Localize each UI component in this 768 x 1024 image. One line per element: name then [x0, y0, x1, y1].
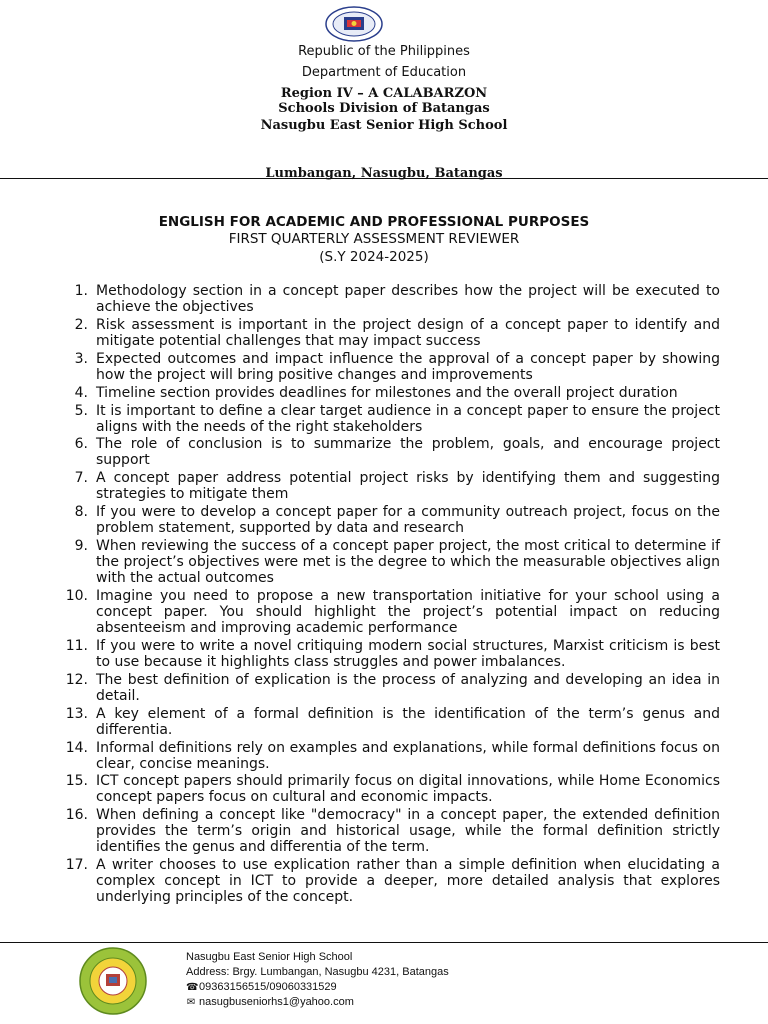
list-item-number: 8. [74, 504, 88, 521]
list-item-text: When reviewing the success of a concept paper project, the most critical to determine if the project’s objectives were met is the degree to which the measurable objectives align with the actual outcomes [96, 538, 720, 587]
list-item [62, 436, 720, 468]
list-item-text: Informal definitions rely on examples and explanations, while formal definitions focus on clear, concise meanings. [96, 739, 720, 772]
list-item [62, 773, 720, 805]
list-item-text: Expected outcomes and impact influence the approval of a concept paper by showing how the project will bring positive changes and improvements [96, 350, 720, 383]
list-item [62, 807, 720, 855]
email-icon: ✉ [186, 997, 196, 1008]
list-item-text: A writer chooses to use explication rather than a simple definition when elucidating a complex concept in ICT to provide a deeper, more detailed analysis that explores underlying principles of the concept. [96, 857, 720, 906]
list-item-number: 14. [65, 739, 88, 756]
list-item-text: If you were to write a novel critiquing modern social structures, Marxist criticism is best to use because it highlights class struggles and power imbalances. [96, 637, 720, 670]
list-item-number: 1. [74, 283, 88, 299]
list-item [62, 283, 720, 315]
list-item [62, 504, 720, 536]
footer-phone-row [186, 980, 449, 995]
list-item-number: 15. [65, 773, 88, 790]
list-item-text: Timeline section provides deadlines for milestones and the overall project duration [96, 384, 678, 401]
list-item-number: 12. [65, 671, 88, 688]
list-item-number: 7. [74, 470, 88, 487]
list-item-number: 4. [74, 384, 88, 401]
list-item-number: 6. [74, 436, 88, 453]
subject-title: ENGLISH FOR ACADEMIC AND PROFESSIONAL PURPOSES [158, 214, 590, 230]
list-item-number: 10. [65, 588, 88, 605]
list-item-text: The best definition of explication is the process of analyzing and developing an idea in detail. [96, 671, 720, 704]
header-divider [0, 178, 768, 179]
footer-contact [186, 950, 449, 1010]
list-item [62, 857, 720, 905]
reviewer-list [62, 283, 720, 907]
division-line: Schools Division of Batangas [278, 101, 490, 116]
phone-icon: ☎ [186, 982, 199, 993]
list-item [62, 672, 720, 704]
footer-email: nasugbuseniorhs1@yahoo.com [199, 996, 354, 1008]
school-logo-icon [76, 947, 150, 1015]
list-item [62, 740, 720, 772]
footer-divider [0, 942, 768, 943]
location-line: Lumbangan, Nasugbu, Batangas [265, 166, 503, 181]
list-item [62, 351, 720, 383]
list-item-text: The role of conclusion is to summarize the problem, goals, and encourage project support [96, 436, 720, 469]
list-item [62, 470, 720, 502]
list-item-text: Methodology section in a concept paper describes how the project will be executed to achieve the objectives [96, 283, 720, 315]
list-item-text: Imagine you need to propose a new transportation initiative for your school using a concept paper. You should highlight the project’s potential impact on reducing absenteeism and improving academic performance [96, 588, 720, 637]
list-item-number: 13. [65, 705, 88, 722]
footer-school: Nasugbu East Senior High School [186, 951, 353, 963]
footer-phone: 09363156515/09060331529 [199, 981, 337, 993]
assessment-title: FIRST QUARTERLY ASSESSMENT REVIEWER [228, 231, 520, 247]
list-item-text: ICT concept papers should primarily focus on digital innovations, while Home Economics concept papers focus on cultural and economic impacts. [96, 773, 720, 806]
list-item [62, 385, 720, 401]
list-item [62, 706, 720, 738]
region-line: Region IV – A CALABARZON [280, 86, 488, 101]
school-line: Nasugbu East Senior High School [260, 118, 508, 133]
list-item-text: Risk assessment is important in the project design of a concept paper to identify and mitigate potential challenges that may impact success [96, 316, 720, 349]
list-item-text: When defining a concept like "democracy" in a concept paper, the extended definition provides the term’s origin and historical usage, while the formal definition strictly identifies the genus and differentia of the term. [96, 807, 720, 856]
list-item [62, 317, 720, 349]
list-item-number: 3. [74, 350, 88, 367]
deped-seal-icon [325, 6, 383, 42]
list-item-number: 17. [65, 857, 88, 874]
republic-line: Republic of the Philippines [298, 44, 470, 59]
department-line: Department of Education [301, 65, 467, 80]
list-item-number: 9. [74, 538, 88, 555]
list-item-number: 2. [74, 316, 88, 333]
list-item [62, 403, 720, 435]
list-item-text: If you were to develop a concept paper for a community outreach project, focus on the problem statement, supported by data and research [96, 504, 720, 537]
list-item-number: 5. [74, 402, 88, 419]
list-item-text: It is important to define a clear target audience in a concept paper to ensure the project aligns with the needs of the right stakeholders [96, 402, 720, 435]
list-item-text: A concept paper address potential project risks by identifying them and suggesting strategies to mitigate them [96, 470, 720, 503]
list-item-text: A key element of a formal definition is the identification of the term’s genus and differentia. [96, 705, 720, 738]
list-item [62, 588, 720, 636]
list-item-number: 16. [65, 807, 88, 824]
list-item [62, 538, 720, 586]
footer-email-row [186, 995, 449, 1010]
list-item [62, 638, 720, 670]
school-year: (S.Y 2024-2025) [319, 249, 429, 265]
footer-address: Address: Brgy. Lumbangan, Nasugbu 4231, Batangas [186, 966, 449, 978]
list-item-number: 11. [65, 637, 88, 654]
